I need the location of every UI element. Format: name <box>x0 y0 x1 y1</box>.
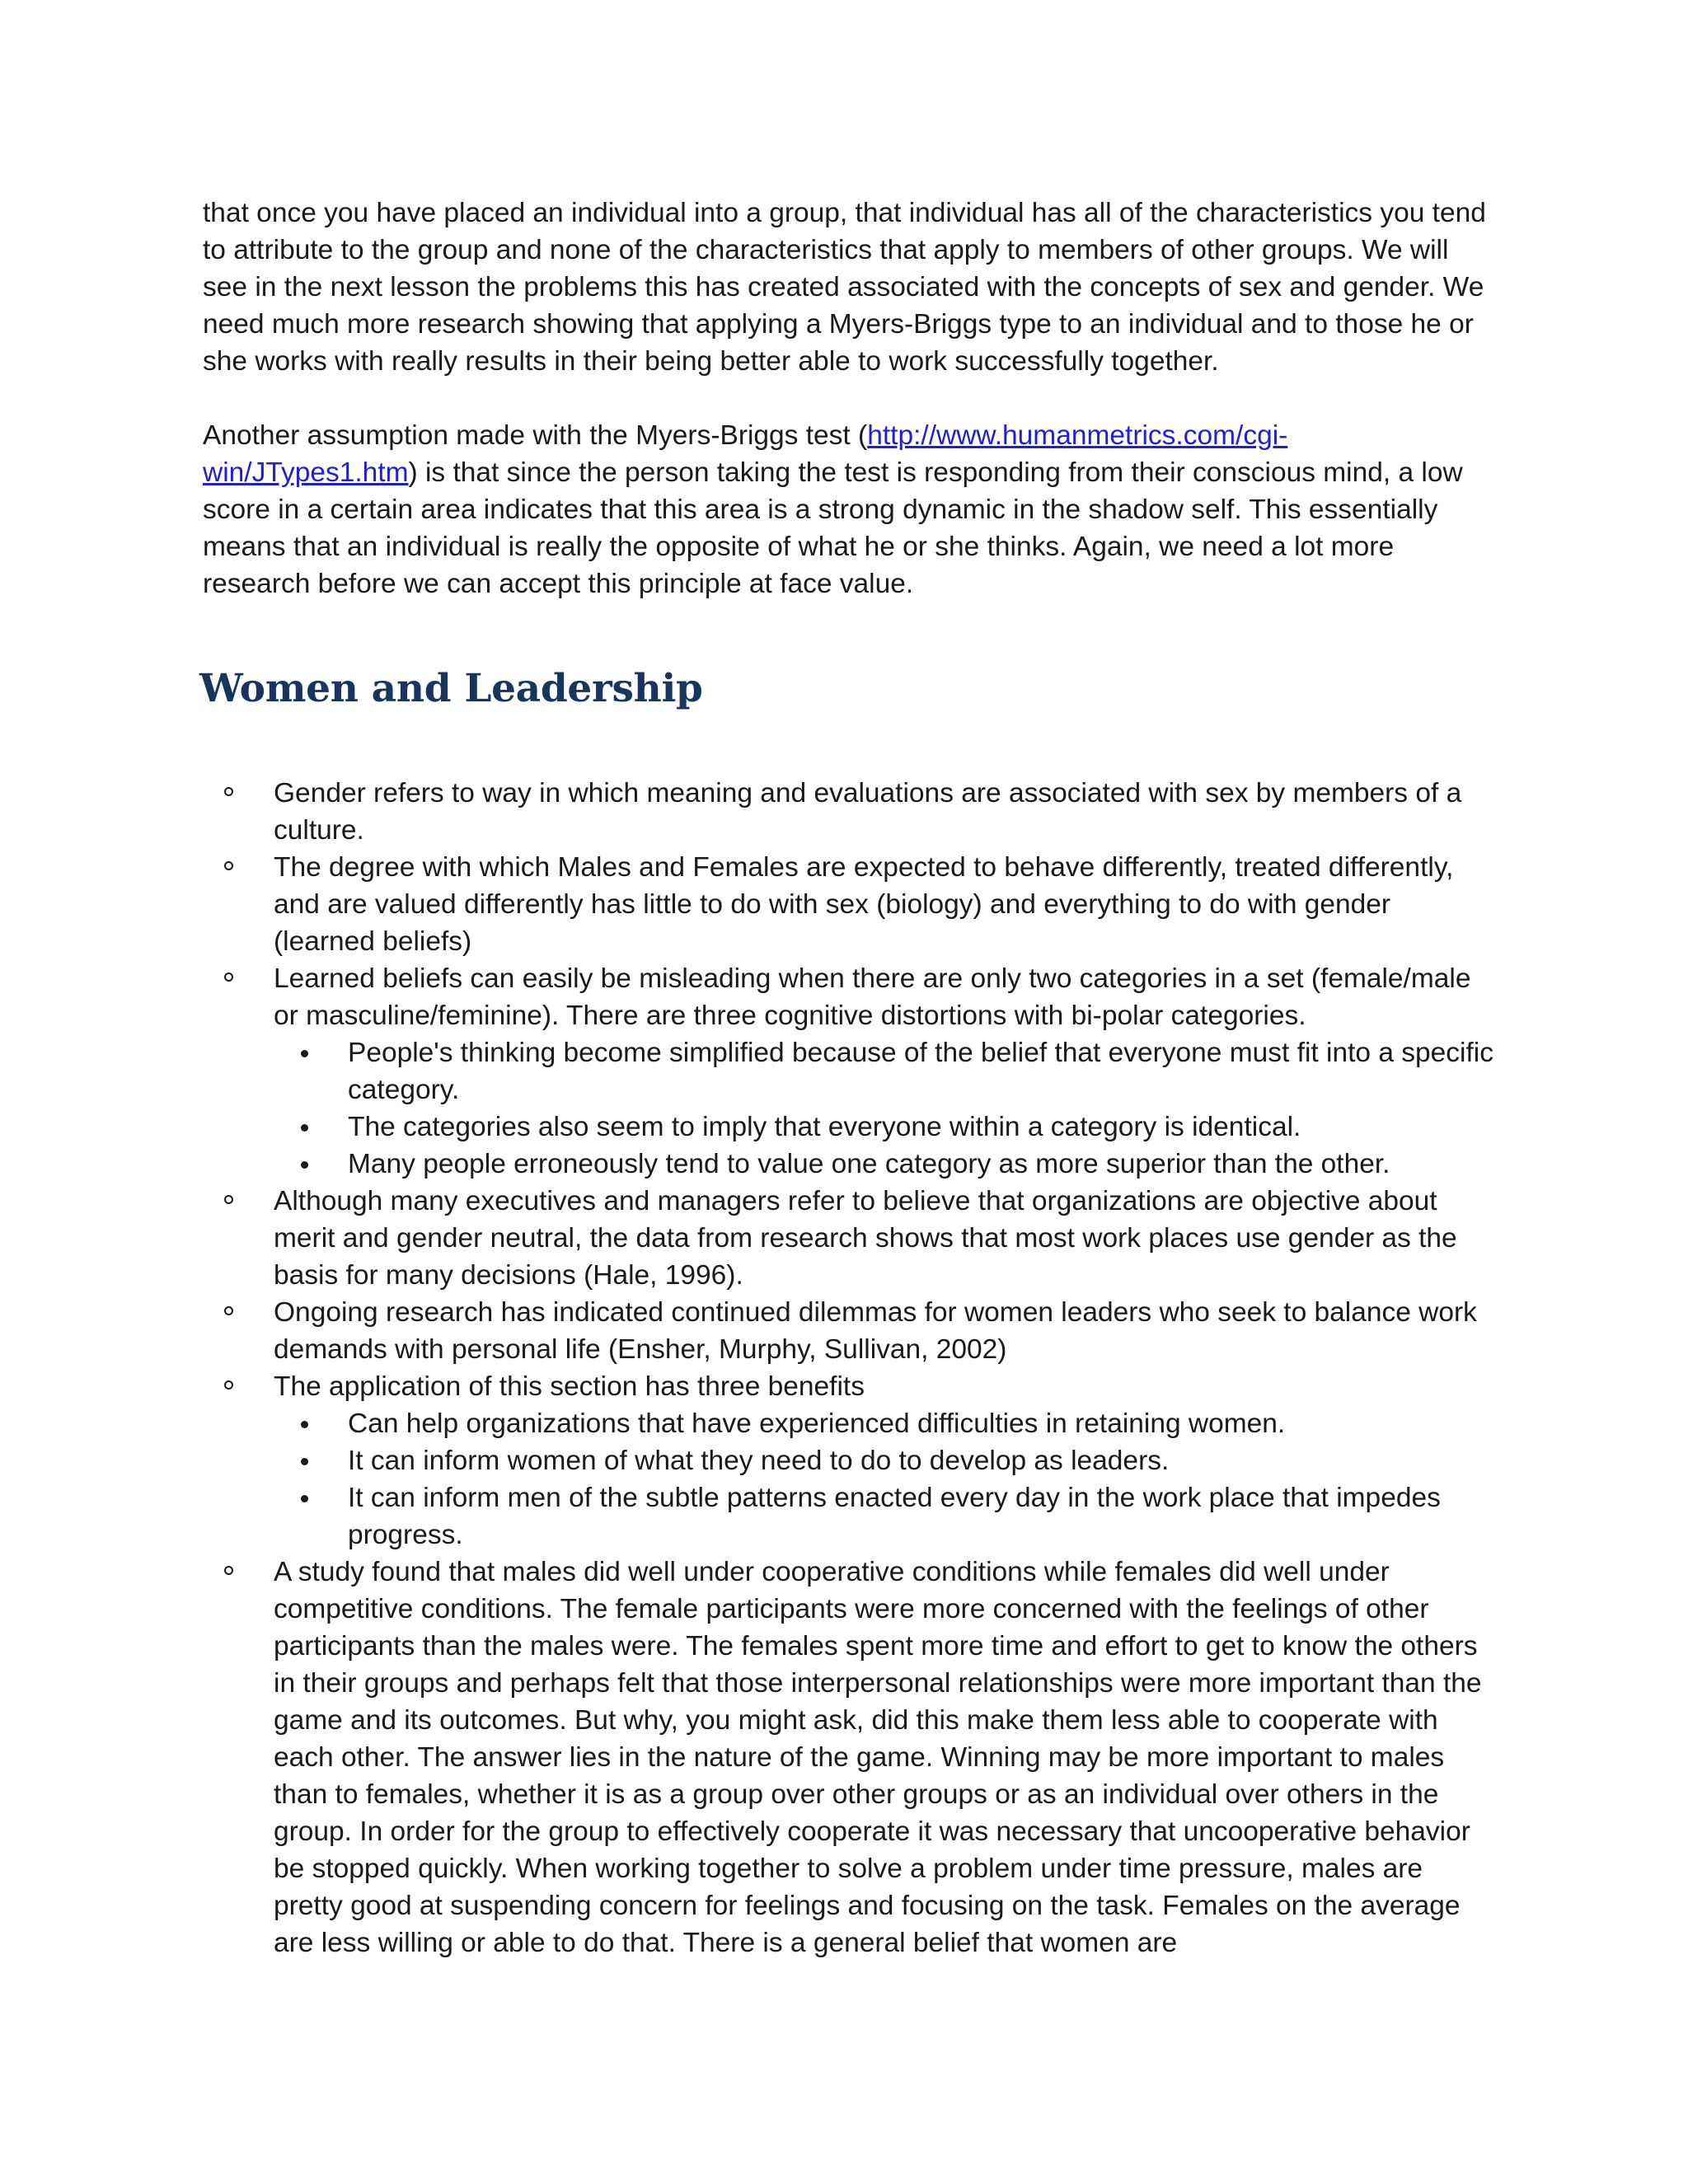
bullet-text: Learned beliefs can easily be misleading when there are only two categories in a set (female/male or masculine/feminine). There are three cognitive distortions with bi-polar categories. <box>274 963 1471 1031</box>
bullet-text: Although many executives and managers refer to believe that organizations are objective about merit and gender neutral, the data from research shows that most work places use gender as the basis for many decisions (Hale, 1996). <box>274 1186 1457 1291</box>
bullet-item <box>203 775 1497 849</box>
dot-bullet-icon <box>301 1124 308 1132</box>
bullet-text: Ongoing research has indicated continued dilemmas for women leaders who seek to balance work demands with personal life (Ensher, Murphy, Sullivan, 2002) <box>274 1297 1477 1365</box>
circle-bullet-icon <box>224 972 233 982</box>
sub-bullet-item <box>274 1034 1497 1108</box>
paragraph-2-text-before-link: Another assumption made with the Myers-Briggs test ( <box>203 420 868 451</box>
dot-bullet-icon <box>301 1161 308 1169</box>
paragraph-1: that once you have placed an individual into a group, that individual has all of the characteristics you tend to attribute to the group and none of the characteristics that apply to members of other groups. We will see in the next lesson the problems this has created associated with the concepts of sex and gender. We need much more research showing that applying a Myers-Briggs type to an individual and to those he or she works with really results in their being better able to work successfully together. <box>203 198 1486 377</box>
sub-bullet-item <box>274 1442 1497 1479</box>
sub-bullet-text: Can help organizations that have experienced difficulties in retaining women. <box>348 1408 1286 1439</box>
humanmetrics-link[interactable]: http://www.humanmetrics.com/cgi-win/JTypes1.htm <box>203 420 1288 488</box>
sub-bullet-item <box>274 1405 1497 1442</box>
sub-bullet-text: People's thinking become simplified because of the belief that everyone must fit into a specific category. <box>348 1038 1493 1105</box>
dot-bullet-icon <box>301 1050 308 1057</box>
bullet-item <box>203 849 1497 960</box>
sub-bullet-text: The categories also seem to imply that everyone within a category is identical. <box>348 1112 1301 1142</box>
circle-bullet-icon <box>224 1566 233 1575</box>
paragraph-2 <box>203 417 1489 602</box>
paragraph-2-text-after-link: ) is that since the person taking the test is responding from their conscious mind, a low score in a certain area indicates that this area is a strong dynamic in the shadow self. This essentially means that an individual is really the opposite of what he or she thinks. Again, we need a lot more research before we can accept this principle at face value. <box>203 457 1463 599</box>
circle-bullet-icon <box>224 1306 233 1315</box>
dot-bullet-icon <box>301 1458 308 1465</box>
sub-bullet-item <box>274 1108 1497 1146</box>
bullet-text: A study found that males did well under cooperative conditions while females did well under competitive conditions. The female participants were more concerned with the feelings of other participants than the males were. The females spent more time and effort to get to know the others in their groups and perhaps felt that those interpersonal relationships were more important than the game and its outcomes. But why, you might ask, did this make them less able to cooperate with each other. The answer lies in the nature of the game. Winning may be more important to males than to females, whether it is as a group over other groups or as an individual over others in the group. In order for the group to effectively cooperate it was necessary that uncooperative behavior be stopped quickly. When working together to solve a problem under time pressure, males are pretty good at suspending concern for feelings and focusing on the task. Females on the average are less willing or able to do that. There is a general belief that women are <box>274 1557 1482 1958</box>
circle-bullet-icon <box>224 1195 233 1204</box>
bullet-item <box>203 1368 1497 1554</box>
circle-bullet-icon <box>224 1380 233 1390</box>
section-heading: Women and Leadership <box>199 666 703 711</box>
sub-bullet-list <box>274 1405 1497 1554</box>
document-page <box>199 194 1493 1958</box>
bullet-item <box>203 1183 1497 1294</box>
bullet-text: The degree with which Males and Females are expected to behave differently, treated differently, and are valued differently has little to do with sex (biology) and everything to do with gender (learned beliefs) <box>274 852 1454 957</box>
bullet-text: The application of this section has three benefits <box>274 1371 865 1402</box>
sub-bullet-text: It can inform women of what they need to do to develop as leaders. <box>348 1446 1170 1476</box>
dot-bullet-icon <box>301 1421 308 1428</box>
circle-bullet-icon <box>224 787 233 796</box>
sub-bullet-item <box>274 1146 1497 1183</box>
sub-bullet-text: It can inform men of the subtle patterns enacted every day in the work place that impedes progress. <box>348 1483 1441 1550</box>
sub-bullet-text: Many people erroneously tend to value one category as more superior than the other. <box>348 1149 1390 1179</box>
sub-bullet-item <box>274 1479 1497 1554</box>
bullet-item <box>203 1294 1497 1368</box>
dot-bullet-icon <box>301 1495 308 1502</box>
bullet-text: Gender refers to way in which meaning and evaluations are associated with sex by members of a culture. <box>274 778 1462 846</box>
bullet-item <box>203 960 1497 1183</box>
bullet-list <box>203 775 1497 1961</box>
circle-bullet-icon <box>224 861 233 870</box>
sub-bullet-list <box>274 1034 1497 1183</box>
bullet-item <box>203 1554 1497 1961</box>
